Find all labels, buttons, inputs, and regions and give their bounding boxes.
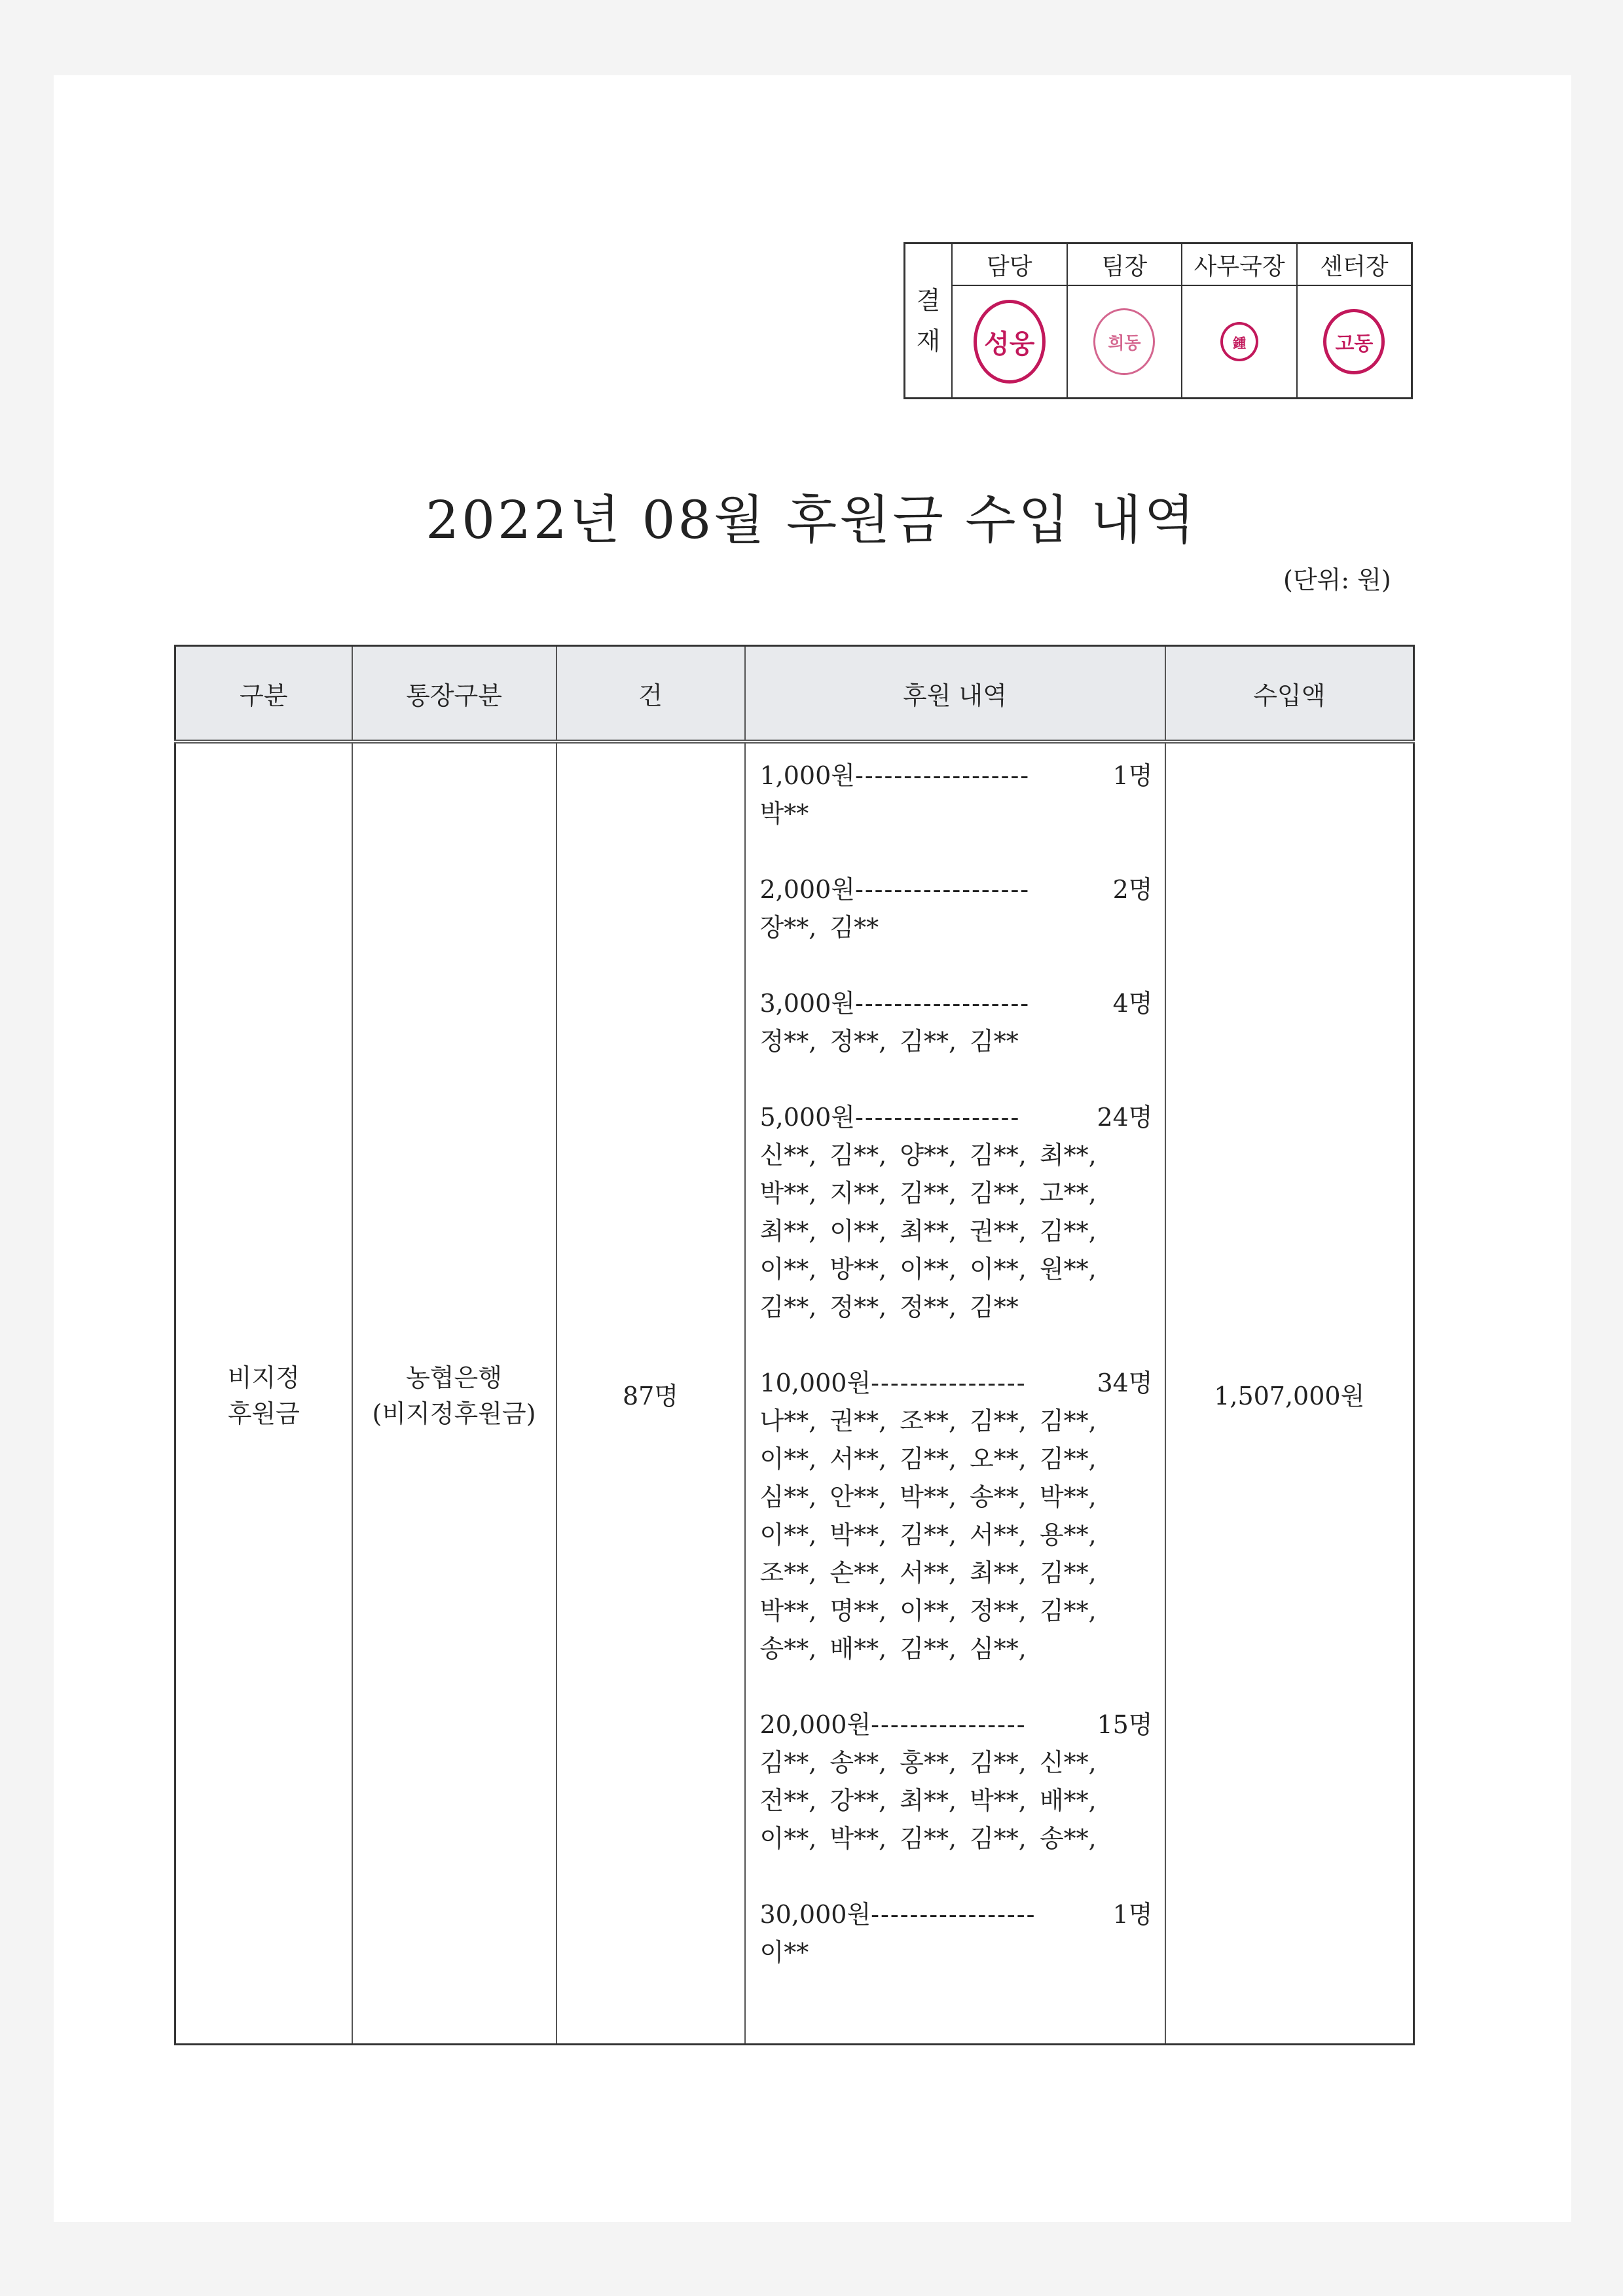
role-center-director: 센터장 <box>1297 243 1412 286</box>
role-staff: 담당 <box>952 243 1067 286</box>
seal-stamp-icon: 鍾 <box>1220 322 1258 361</box>
seal-stamp-icon: 성웅 <box>974 300 1046 384</box>
donation-amount: 5,000원 <box>759 1103 855 1132</box>
donation-amount: 30,000원 <box>759 1900 871 1929</box>
donation-group <box>760 1098 1153 1326</box>
donor-names: 박** <box>759 799 809 828</box>
donor-names: 정**, 정**, 김**, 김** <box>759 1027 1019 1056</box>
donor-names: 심**, 안**, 박**, 송**, 박**, <box>759 1482 1097 1511</box>
donor-names: 신**, 김**, 양**, 김**, 최**, <box>759 1141 1097 1170</box>
donor-names: 장**, 김** <box>759 913 879 942</box>
donor-names: 최**, 이**, 최**, 권**, 김**, <box>759 1217 1097 1246</box>
approval-side-char: 결 <box>916 286 941 315</box>
dash-leader: ------------------ <box>855 761 1030 790</box>
category-line: 비지정 <box>227 1363 300 1392</box>
cell-detail <box>745 742 1165 2045</box>
header-detail: 후원 내역 <box>745 646 1165 742</box>
donation-group <box>760 1895 1153 1971</box>
donation-table <box>174 645 1415 2045</box>
header-category: 구분 <box>175 646 352 742</box>
donation-group <box>760 984 1153 1060</box>
donation-amount-line <box>760 1706 1153 1744</box>
role-secretary-general: 사무국장 <box>1182 243 1297 286</box>
donor-names: 박**, 지**, 김**, 김**, 고**, <box>759 1179 1097 1208</box>
donor-names: 이**, 서**, 김**, 오**, 김**, <box>759 1444 1097 1473</box>
donation-amount-line <box>760 1364 1153 1402</box>
donation-amount: 1,000원 <box>759 761 855 790</box>
header-income: 수입액 <box>1165 646 1414 742</box>
donor-names: 이**, 방**, 이**, 이**, 원**, <box>759 1255 1097 1283</box>
approval-side-char: 재 <box>916 327 941 355</box>
donor-count: 2명 <box>1112 875 1153 904</box>
donor-count: 34명 <box>1097 1369 1153 1397</box>
donation-amount: 3,000원 <box>759 989 855 1018</box>
donor-names: 전**, 강**, 최**, 박**, 배**, <box>759 1786 1097 1815</box>
account-line: (비지정후원금) <box>372 1399 536 1428</box>
role-team-leader: 팀장 <box>1067 243 1182 286</box>
header-count: 건 <box>556 646 745 742</box>
donor-count: 4명 <box>1112 989 1153 1018</box>
donation-amount-line <box>760 757 1153 795</box>
donor-names: 이**, 박**, 김**, 김**, 송**, <box>759 1824 1097 1853</box>
donor-names: 박**, 명**, 이**, 정**, 김**, <box>759 1596 1097 1625</box>
cell-account <box>352 742 556 2045</box>
donor-count: 1명 <box>1112 761 1153 790</box>
donor-names: 나**, 권**, 조**, 김**, 김**, <box>759 1407 1097 1435</box>
donation-amount-line <box>760 870 1153 908</box>
page-title: 2022년 08월 후원금 수입 내역 <box>426 490 1197 550</box>
sign-cell-staff <box>952 285 1067 399</box>
dash-leader: ---------------- <box>871 1710 1027 1739</box>
dash-leader: ----------------- <box>855 1103 1021 1132</box>
cell-count: 87명 <box>556 742 745 2045</box>
donor-names: 김**, 송**, 홍**, 김**, 신**, <box>759 1748 1097 1777</box>
header-account: 통장구분 <box>352 646 556 742</box>
donation-amount: 2,000원 <box>759 875 855 904</box>
sign-cell-center-director <box>1297 285 1412 399</box>
cell-total: 1,507,000원 <box>1165 742 1414 2045</box>
seal-stamp-icon: 희동 <box>1093 308 1155 375</box>
donation-group <box>760 870 1153 946</box>
account-line: 농협은행 <box>406 1363 502 1392</box>
donor-count: 1명 <box>1112 1900 1153 1929</box>
donor-names: 김**, 정**, 정**, 김** <box>759 1293 1019 1321</box>
donor-names: 이**, 박**, 김**, 서**, 용**, <box>759 1520 1097 1549</box>
seal-stamp-icon: 고동 <box>1323 309 1385 374</box>
approval-side-label <box>905 243 953 399</box>
sign-cell-team-leader <box>1067 285 1182 399</box>
donation-group <box>760 1706 1153 1857</box>
donation-amount: 10,000원 <box>759 1369 871 1397</box>
cell-category <box>175 742 352 2045</box>
donor-names: 조**, 손**, 서**, 최**, 김**, <box>759 1558 1097 1587</box>
donor-names: 이** <box>759 1938 809 1967</box>
dash-leader: ------------------ <box>855 989 1030 1018</box>
donation-amount-line <box>760 1098 1153 1136</box>
sign-cell-secretary-general <box>1182 285 1297 399</box>
category-line: 후원금 <box>227 1399 300 1428</box>
donor-names: 송**, 배**, 김**, 심**, <box>759 1634 1027 1663</box>
unit-note: (단위: 원) <box>1283 565 1391 594</box>
dash-leader: ------------------ <box>855 875 1030 904</box>
donor-count: 15명 <box>1097 1710 1153 1739</box>
approval-box <box>903 242 1413 399</box>
donation-amount-line <box>760 1895 1153 1933</box>
donation-group <box>760 757 1153 833</box>
donation-amount-line <box>760 984 1153 1022</box>
donation-amount: 20,000원 <box>759 1710 871 1739</box>
donor-count: 24명 <box>1097 1103 1153 1132</box>
donation-group <box>760 1364 1153 1668</box>
dash-leader: ---------------- <box>871 1369 1027 1397</box>
dash-leader: ----------------- <box>871 1900 1036 1929</box>
